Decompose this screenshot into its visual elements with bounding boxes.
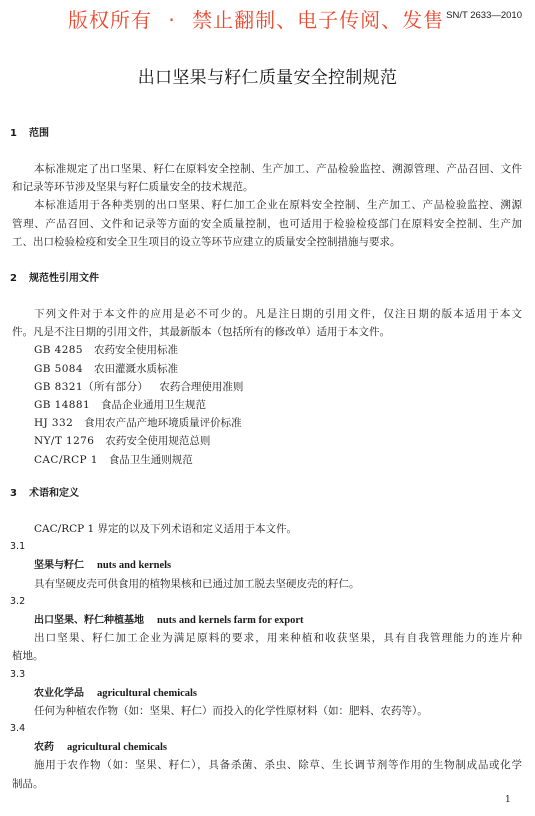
term-name-en: agricultural chemicals [97, 687, 198, 699]
reference-title: 食品企业通用卫生规范 [101, 398, 207, 411]
reference-code: GB 5084 [34, 362, 83, 375]
section-1-heading [12, 125, 522, 143]
term-name [12, 684, 522, 702]
section-3-body [12, 520, 522, 793]
paragraph-line: 本标准适用于各种类别的出口坚果、籽仁加工企业在原料安全控制、生产加工、产品检验监控、溯源 [34, 199, 522, 212]
term-name [12, 738, 522, 756]
reference-item [12, 396, 522, 414]
term-name-zh: 坚果与籽仁 [34, 560, 84, 572]
section-title: 术语和定义 [29, 488, 79, 499]
reference-item [12, 378, 522, 396]
reference-code: CAC/RCP 1 [34, 453, 98, 466]
reference-title: 农药安全使用规范总则 [105, 435, 211, 448]
paragraph-line: 件。凡是不注日期的引用文件，其最新版本（包括所有的修改单）适用于本文件。 [12, 326, 390, 339]
reference-code: NY/T 1276 [34, 435, 95, 448]
reference-code: GB 8321（所有部分） [34, 380, 149, 393]
reference-item [12, 414, 522, 432]
reference-code: GB 4285 [34, 344, 83, 357]
section-intro: CAC/RCP 1 界定的以及下列术语和定义适用于本文件。 [34, 523, 298, 535]
section-2-heading [12, 270, 522, 288]
section-number: 1 [10, 128, 17, 139]
paragraph-line: 本标准规定了出口坚果、籽仁在原料安全控制、生产加工、产品检验监控、溯源管理、产品召回、文件 [34, 163, 522, 175]
term-number: 3.1 [10, 541, 26, 553]
section-title: 规范性引用文件 [29, 273, 99, 284]
reference-title: 食用农产品产地环境质量评价标准 [84, 417, 242, 430]
term-number: 3.3 [10, 668, 26, 680]
copyright-watermark: 版权所有 · 禁止翻制、电子传阅、发售 [68, 8, 445, 32]
section-1-body [12, 160, 522, 251]
section-2-body [12, 305, 522, 469]
term-definition-line: 植地。 [12, 650, 44, 663]
page-number: 1 [505, 795, 511, 805]
term-definition-line: 任何为种植农作物（如：坚果、籽仁）而投入的化学性原材料（如：肥料、农药等）。 [34, 704, 428, 717]
reference-item [12, 360, 522, 378]
section-heading [10, 125, 522, 143]
paragraph-line: 工、出口检验检疫和安全卫生项目的设立等环节应建立的质量安全控制措施与要求。 [12, 235, 401, 248]
section-title: 范围 [29, 128, 49, 139]
paragraph-line: 和记录等环节涉及坚果与籽仁质量安全的技术规范。 [12, 181, 254, 194]
term-definition-line: 出口坚果、籽仁加工企业为满足原料的要求，用来种植和收获坚果，具有自我管理能力的连片种 [34, 632, 522, 645]
standard-number: SN/T 2633—2010 [446, 10, 522, 21]
section-heading [10, 270, 522, 288]
term-number: 3.4 [10, 723, 26, 735]
reference-code: HJ 332 [34, 417, 74, 430]
reference-item [12, 451, 522, 469]
term-number: 3.2 [10, 595, 26, 607]
document-title: 出口坚果与籽仁质量安全控制规范 [137, 68, 398, 88]
term-definition-line: 制品。 [12, 777, 44, 790]
term-name [12, 556, 522, 574]
reference-code: GB 14881 [34, 398, 91, 411]
section-number: 2 [10, 273, 17, 284]
term-definition-line: 具有坚硬皮壳可供食用的植物果核和已通过加工脱去坚硬皮壳的籽仁。 [34, 577, 360, 590]
term-definition-line: 施用于农作物（如：坚果、籽仁），具备杀菌、杀虫、除草、生长调节剂等作用的生物制成品或化学 [34, 759, 522, 772]
section-heading [10, 485, 522, 503]
section-3-heading [12, 485, 522, 503]
reference-title: 食品卫生通则规范 [108, 453, 193, 466]
term-name-zh: 农业化学品 [34, 687, 84, 699]
term-name-en: nuts and kernels [97, 560, 172, 572]
reference-item [12, 341, 522, 359]
paragraph-line: 管理、产品召回、文件和记录等方面的安全质量控制，也可适用于检验检疫部门在原料安全控制、生产加 [12, 217, 522, 230]
reference-title: 农药合理使用准则 [159, 380, 244, 393]
term-name-en: agricultural chemicals [67, 742, 168, 754]
section-number: 3 [10, 488, 17, 499]
reference-title: 农田灌溉水质标准 [93, 362, 178, 375]
term-name-zh: 出口坚果、籽仁种植基地 [34, 614, 144, 626]
term-name-en: nuts and kernels farm for export [157, 614, 304, 626]
paragraph-line: 下列文件对于本文件的应用是必不可少的。凡是注日期的引用文件，仅注日期的版本适用于本文 [34, 308, 522, 320]
term-name-zh: 农药 [34, 742, 54, 754]
reference-title: 农药安全使用标准 [93, 344, 178, 357]
reference-item [12, 432, 522, 450]
term-name [12, 611, 522, 629]
